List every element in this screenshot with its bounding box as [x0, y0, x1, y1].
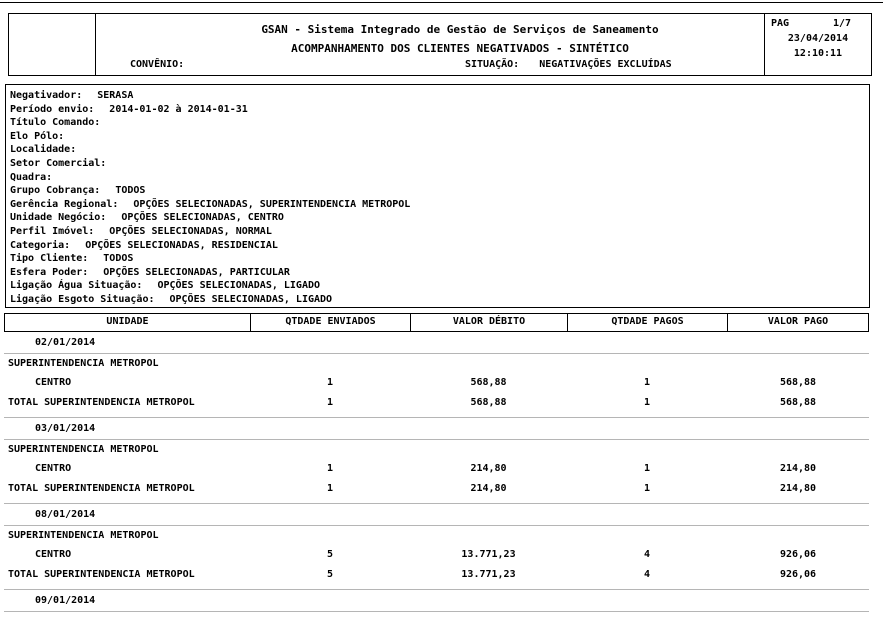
date-row: 09/01/2014	[4, 590, 869, 612]
pag-number: 1/7	[832, 18, 851, 29]
total-label: TOTAL SUPERINTENDENCIA METROPOL	[8, 483, 195, 494]
filter-line	[10, 211, 869, 225]
header-meta-row	[97, 59, 763, 71]
filter-label: Tipo Cliente:	[10, 253, 89, 265]
unit-data-row	[4, 545, 869, 565]
filter-label: Quadra:	[10, 171, 53, 183]
col-qtdade-enviados: QTDADE ENVIADOS	[251, 314, 411, 331]
filter-label: Esfera Poder:	[10, 266, 89, 278]
filter-line	[10, 130, 869, 144]
filter-label: Título Comando:	[10, 117, 101, 129]
filter-line	[10, 184, 869, 198]
valor-pago-value: 568,88	[779, 377, 817, 388]
unit-data-row	[4, 373, 869, 393]
region-row: SUPERINTENDENCIA METROPOL	[8, 358, 159, 369]
table-body	[4, 332, 869, 612]
filter-line	[10, 116, 869, 130]
total-row	[4, 479, 869, 504]
filter-value: OPÇÕES SELECIONADAS, PARTICULAR	[103, 266, 290, 278]
table-header	[4, 313, 869, 332]
filter-line	[10, 157, 869, 171]
filter-value: 2014-01-02 à 2014-01-31	[109, 103, 248, 115]
report-time: 12:10:11	[793, 48, 843, 59]
total-label: TOTAL SUPERINTENDENCIA METROPOL	[8, 397, 195, 408]
filter-value: OPÇÕES SELECIONADAS, LIGADO	[169, 293, 333, 305]
filter-label: Gerência Regional:	[10, 198, 119, 210]
valor-debito-total: 568,88	[470, 397, 507, 408]
filter-line	[10, 266, 869, 280]
col-qtdade-pagos: QTDADE PAGOS	[568, 314, 728, 331]
qtdade-enviados-total: 1	[326, 397, 334, 408]
qtdade-enviados-value: 1	[326, 463, 334, 474]
qtdade-pagos-total: 4	[643, 569, 651, 580]
qtdade-pagos-total: 1	[643, 483, 651, 494]
valor-pago-value: 926,06	[779, 549, 817, 560]
total-row	[4, 393, 869, 418]
valor-debito-value: 568,88	[470, 377, 507, 388]
region-row: SUPERINTENDENCIA METROPOL	[8, 444, 159, 455]
qtdade-enviados-total: 5	[326, 569, 334, 580]
report-date: 23/04/2014	[787, 33, 849, 44]
col-valor-debito: VALOR DÉBITO	[411, 314, 568, 331]
pag-label: PAG	[771, 18, 790, 29]
situacao-field	[465, 59, 672, 70]
filter-panel	[5, 84, 870, 308]
filter-value: SERASA	[97, 90, 134, 101]
qtdade-enviados-value: 5	[326, 549, 334, 560]
report-title: GSAN - Sistema Integrado de Gestão de Serviços de Saneamento	[261, 23, 659, 36]
qtdade-pagos-total: 1	[643, 397, 651, 408]
valor-debito-total: 13.771,23	[461, 569, 516, 580]
report-subtitle: ACOMPANHAMENTO DOS CLIENTES NEGATIVADOS - SINTÉTICO	[291, 42, 629, 55]
filter-line	[10, 89, 869, 103]
page-number-row	[771, 18, 865, 29]
region-row: SUPERINTENDENCIA METROPOL	[8, 530, 159, 541]
filter-label: Grupo Cobrança:	[10, 185, 101, 197]
date-row: 03/01/2014	[4, 418, 869, 440]
qtdade-enviados-value: 1	[326, 377, 334, 388]
convenio-label: CONVÊNIO:	[130, 59, 185, 70]
filter-label: Negativador:	[10, 90, 83, 101]
filter-line	[10, 171, 869, 185]
valor-debito-value: 13.771,23	[461, 549, 516, 560]
filter-value: TODOS	[103, 253, 134, 265]
qtdade-enviados-total: 1	[326, 483, 334, 494]
filter-label: Ligação Esgoto Situação:	[10, 293, 155, 305]
filter-label: Perfil Imóvel:	[10, 225, 95, 237]
filter-line	[10, 293, 869, 307]
filter-value: OPÇÕES SELECIONADAS, NORMAL	[109, 225, 272, 237]
col-unidade: UNIDADE	[5, 314, 251, 331]
filter-value: OPÇÕES SELECIONADAS, RESIDENCIAL	[85, 239, 278, 251]
unit-name: CENTRO	[35, 463, 72, 474]
col-valor-pago: VALOR PAGO	[767, 316, 829, 327]
valor-debito-value: 214,80	[470, 463, 507, 474]
filter-label: Ligação Água Situação:	[10, 280, 143, 292]
filter-value: OPÇÕES SELECIONADAS, CENTRO	[121, 212, 284, 224]
filter-value: OPÇÕES SELECIONADAS, SUPERINTENDENCIA METROPOL	[133, 198, 411, 210]
qtdade-pagos-value: 4	[643, 549, 651, 560]
report-header	[8, 13, 872, 76]
filter-label: Setor Comercial:	[10, 157, 107, 169]
filter-line	[10, 143, 869, 157]
unit-data-row	[4, 459, 869, 479]
filter-value: TODOS	[115, 185, 146, 197]
total-row	[4, 565, 869, 590]
filter-line	[10, 252, 869, 266]
filter-label: Unidade Negócio:	[10, 212, 107, 224]
filter-label: Período envio:	[10, 103, 95, 115]
total-label: TOTAL SUPERINTENDENCIA METROPOL	[8, 569, 195, 580]
unit-name: CENTRO	[35, 549, 72, 560]
valor-pago-total: 926,06	[779, 569, 817, 580]
qtdade-pagos-value: 1	[643, 377, 651, 388]
top-divider	[0, 2, 883, 3]
filter-line	[10, 225, 869, 239]
date-row: 02/01/2014	[4, 332, 869, 354]
valor-pago-value: 214,80	[779, 463, 817, 474]
logo-placeholder	[9, 14, 96, 75]
valor-debito-total: 214,80	[470, 483, 507, 494]
filter-line	[10, 279, 869, 293]
filter-label: Elo Pólo:	[10, 130, 65, 142]
filter-label: Localidade:	[10, 144, 77, 156]
valor-pago-total: 214,80	[779, 483, 817, 494]
header-center	[97, 14, 763, 75]
situacao-label: SITUAÇÃO:	[465, 59, 520, 70]
valor-pago-total: 568,88	[779, 397, 817, 408]
filter-value: OPÇÕES SELECIONADAS, LIGADO	[157, 280, 321, 292]
page-info-box	[764, 14, 871, 75]
date-row: 08/01/2014	[4, 504, 869, 526]
filter-line	[10, 239, 869, 253]
filter-label: Categoria:	[10, 239, 71, 251]
unit-name: CENTRO	[35, 377, 72, 388]
qtdade-pagos-value: 1	[643, 463, 651, 474]
situacao-value: NEGATIVAÇÕES EXCLUÍDAS	[539, 59, 672, 70]
filter-line	[10, 103, 869, 117]
filter-line	[10, 198, 869, 212]
